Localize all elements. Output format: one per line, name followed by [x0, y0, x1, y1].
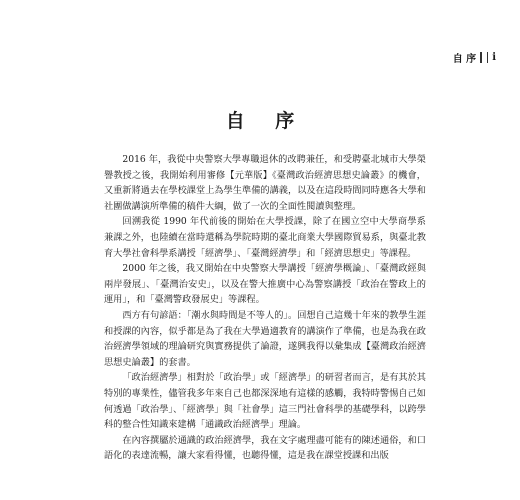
preface-body: [104, 152, 426, 464]
paragraph: 在內容撰屬於通識的政治經濟學，我在文字處理盡可能有的陳述通俗，和口語化的表達流暢，讓大家看得懂，也聽得懂，這是我在課堂授課和出版: [104, 434, 426, 462]
page-title: 自 序: [225, 110, 307, 132]
running-head: [453, 50, 496, 65]
page-number: i: [492, 52, 496, 63]
paragraph: 2016 年，我從中央警察大學專職退休的改聘兼任，和受聘臺北城市大學榮譽教授之後，我開始利用審修【元華版】《臺灣政治經濟思想史論叢》的機會，又重新將過去在學校課堂上為學生準備的講義，以及在這段時間同時應各大學和社團做講演所準備的稿件大綱，做了一次的全面性閱讀與整理。: [104, 154, 426, 212]
paragraph: 回溯我從 1990 年代前後的開始在大學授課，除了在國立空中大學商學系兼課之外，也陸續在當時還稱為學院時期的臺北商業大學國際貿易系，與臺北教育大學社會科學系講授「經濟學」、「臺灣經濟學」和「經濟思想史」等課程。: [104, 216, 426, 259]
paragraph: 西方有句諺語：「潮水與時間是不等人的」。回想自己這幾十年來的教學生涯和授課的內容，似乎都是為了我在大學過適教育的講演作了準備，也是為我在政治經濟學領域的理論研究與實務提供了論證，遂興我得以彙集成【臺灣政治經濟思想史論叢】的套書。: [104, 309, 426, 368]
running-head-divider-2: [487, 52, 489, 63]
running-head-divider: [480, 52, 482, 63]
paragraph: 「政治經濟學」相對於「政治學」或「經濟學」的研習者而言，是有其於其特別的專業性，儘管我多年來自己也都深深地有這樣的感觸，我特時警惕自己如何透過「政治學」、「經濟學」與「社會學」這三門社會科學的基礎學科，以跨學科的整合性知識來建構「通識政治經濟學」理論。: [104, 372, 426, 431]
paragraph: 2000 年之後，我又開始在中央警察大學講授「經濟學概論」、「臺灣政經與兩岸發展」、「臺灣治安史」，以及在警大推廣中心為警察講授「政治在警政上的運用」，和「臺灣警政發展史」等課程。: [104, 263, 426, 306]
running-head-section: 自 序: [452, 54, 477, 65]
